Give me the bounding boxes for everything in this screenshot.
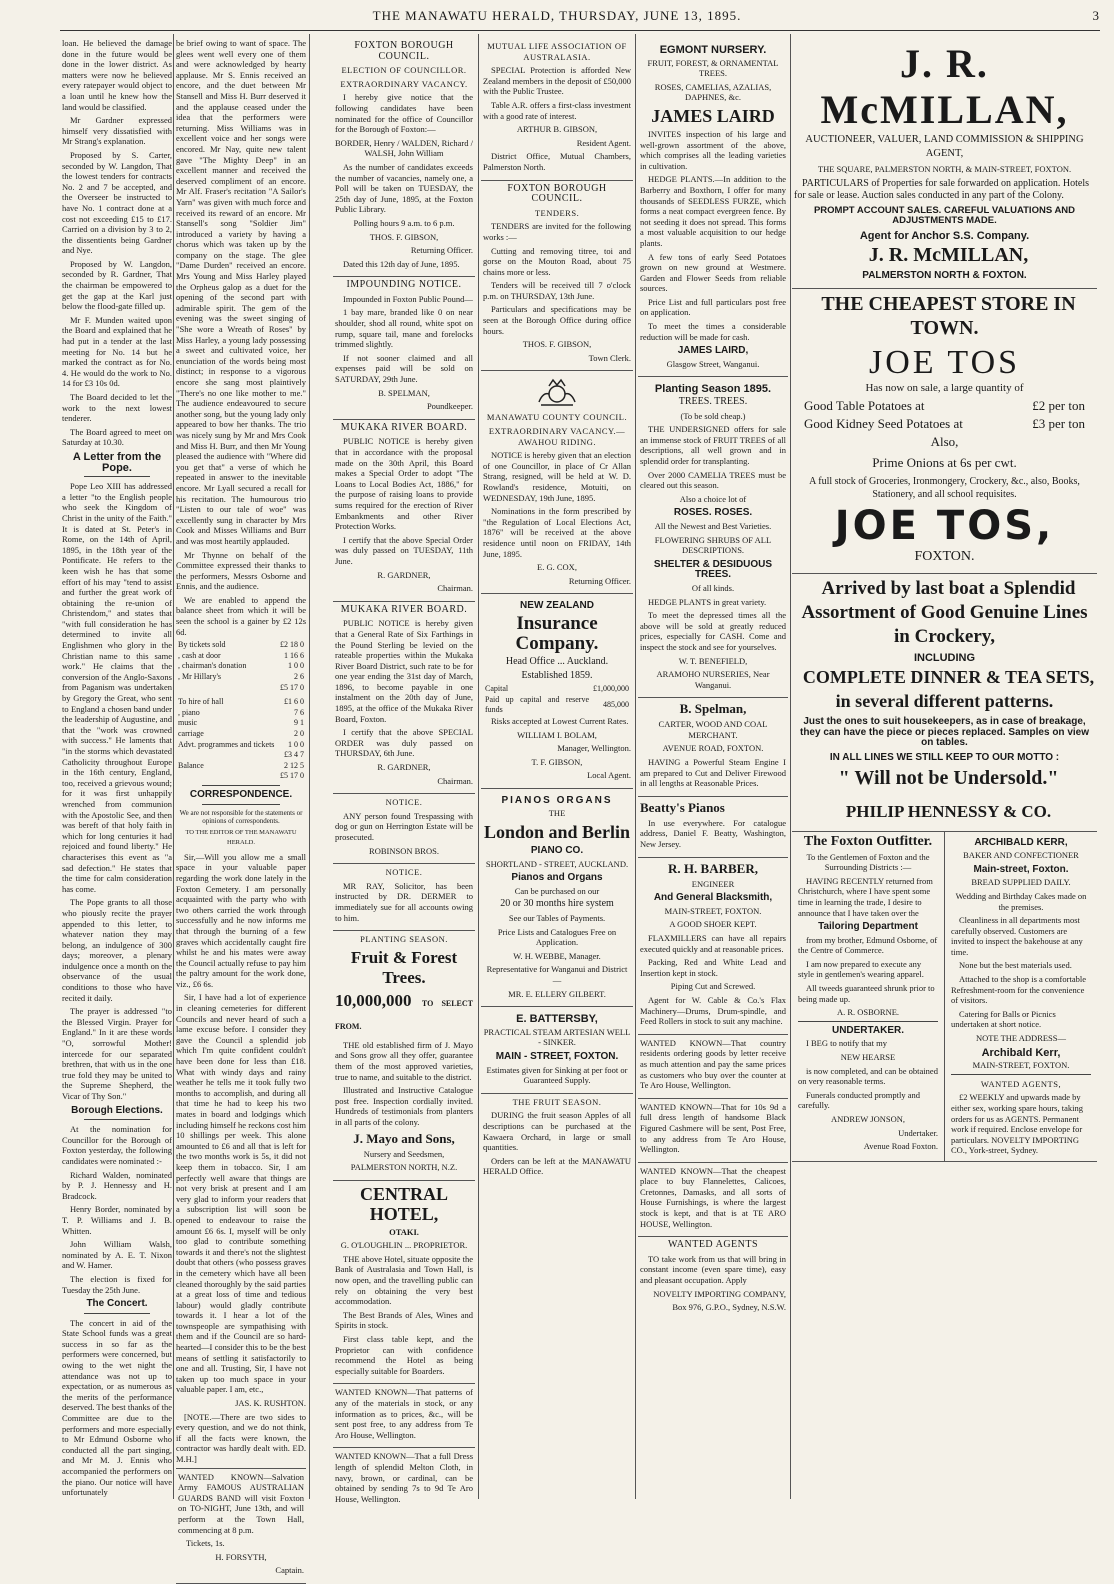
article-text: The prayer is addressed "to the Blessed Virgin. Prayer for England." In it are these words "O, sorrowful Mother! intercede for our separated brethren, that with us in the one true fold they may be united to the Supreme Shepherd, the Vicar of Thy Son."	[62, 1006, 172, 1101]
ad-beatty-pianos: Beatty's Pianos In use everywhere. For catalogue address, Daniel F. Beatty, Washington, New Jersey.	[638, 797, 788, 858]
ad-county-council: MANAWATU COUNTY COUNCIL. EXTRAORDINARY VACANCY.— AWAHOU RIDING. NOTICE is hereby given that an election of one Councillor, in place of Cr Allan Strang, resigned, will be held at W. D. Rowland's residence, Motuiti, on WEDNESDAY, 19th June, 1895. Nominations in the form prescribed by "the Regulation of Local Elections Act, 1876" will be received at the above residence until noon on FRIDAY, 14th June, 1895. E. G. COX, Returning Officer.	[481, 371, 633, 594]
column-rule	[635, 34, 636, 1499]
divider	[202, 785, 280, 786]
column-5	[638, 38, 788, 1498]
divider	[84, 1119, 150, 1120]
table-row: To hire of hall £1 6 0	[178, 697, 304, 707]
balance-sheet-receipts	[176, 640, 306, 693]
table-row: By tickets sold £2 18 0	[178, 640, 304, 650]
table-row: Balance 2 12 5	[178, 760, 304, 770]
column-3	[333, 38, 475, 1504]
column-rule	[790, 34, 791, 1499]
column-rule	[309, 34, 310, 1499]
article-text: At the nomination for Councillor for the Borough of Foxton yesterday, the following candidates were nominated :-	[62, 1124, 172, 1166]
table-row: £3 4 7	[284, 750, 304, 760]
masthead	[0, 4, 1114, 30]
table-row: music 9 1	[178, 718, 304, 728]
ad-hennessy-crockery: Arrived by last boat a Splendid Assortment of Good Genuine Lines in Crockery, INCLUDING COMPLETE DINNER & TEA SETS, in several different patterns. Just the ones to suit housekeepers, as in case of breakage, they can have the piece or pieces replaced. Samples on view on tables. IN ALL LINES WE STILL KEEP TO OUR MOTTO : " Will not be Undersold." PHILIP HENNESSY & CO.	[792, 574, 1097, 832]
ad-central-hotel: CENTRAL HOTEL, OTAKI. G. O'LOUGHLIN ... PROPRIETOR. THE above Hotel, situate opposite the Bank of Australasia and Town Hall, is now open, and the travelling public can rely on obtaining the very best accommodation. The Best Brands of Ales, Wines and Spirits in stock. First class table kept, and the Proprietor can with confidence recommend the Hotel as being especially suitable for Boarders.	[333, 1181, 475, 1385]
column-rule	[478, 34, 479, 1499]
article-text: The Pope grants to all those who piously recite the prayer appended to this letter, to whatever nation they may belong, an indulgence of 300 days; moreover, a plenary indulgence once a month on the observance of the usual conditions to those who have recited it daily.	[62, 897, 172, 1003]
divider	[798, 1021, 938, 1022]
article-text: loan. He believed the damage done in the future would be done in the lower district. As matters were now he believed every ratepayer would object to a loan until he knew how the land would be classified.	[62, 38, 172, 112]
ad-trespass-notice: NOTICE. ANY person found Trespassing with dog or gun on Herrington Estate will be prosecuted. ROBINSON BROS.	[333, 794, 475, 864]
article-text: Mr Thynne on behalf of the Committee expressed their thanks to the performers, Messrs Osborne and Ennis, and the audience.	[176, 549, 306, 592]
table-row: £5 17 0	[280, 682, 304, 692]
table-row: , chairman's donation 1 0 0	[178, 661, 304, 671]
article-text: Pope Leo XIII has addressed a letter "to the English people who seek the Kingdom of Christ in the unity of the Faith." It is dated at St. Peter's in Rome, on the 14th of April, 1895, in the 18th year of the Pontificate. He refers to the keen wish he has that some effort of his may "tend to assist and further the great work of obtaining the re-union of Christendom," and states that "with full consideration he has determined to invite all Englishmen who glory in the Christian name to this same work." He claims that the conversion of the Anglo-Saxons from Paganism was undertaken by Gregory the Great, who sent to England a chosen band under the leadership of Augustine, and that the "work was crowned with success." He laments that "in the storms which devastated Catholicity throughout Europe in the 16th century, England, too, received a grievous wound; for it was first unhappily wrenched from communion with the Apostolic See, and then was bereft of that holy faith in which for long centuries it had rejoiced and found liberty." He characterises this event as "a sad defection." He states that the time for calm consideration has come.	[62, 481, 173, 894]
divider	[951, 1074, 1091, 1075]
article-text: Mr F. Munden waited upon the Board and explained that he had put in a tender at the last meeting for No. 14 but he marked the contract as for No. 4. He would do the work to No. 14 for £3 10s 0d.	[62, 314, 172, 389]
price-row: Good Kidney Seed Potatoes at £3 per ton	[804, 415, 1085, 431]
ad-te-aro-country: WANTED KNOWN—That country residents ordering goods by letter receive as much attention and pay the same prices as customers who buy over the counter at Te Aro House, Wellington.	[638, 1035, 788, 1099]
column-6	[792, 38, 1097, 1498]
top-rule	[60, 30, 1100, 31]
table-row: Capital £1,000,000	[485, 684, 629, 694]
balance-sheet-expenses	[176, 697, 306, 782]
article-text: We are enabled to append the balance sheet from which it will be seen the school is a gainer by £2 12s 6d.	[176, 594, 306, 637]
ad-spelman: B. Spelman, CARTER, WOOD AND COAL MERCHANT. AVENUE ROAD, FOXTON. HAVING a Powerful Steam Engine I am prepared to Cut and Deliver Firewood in all lengths at Reasonable Prices.	[638, 698, 788, 797]
ad-mcmillan: J. R. McMILLAN, AUCTIONEER, VALUER, LAND COMMISSION & SHIPPING AGENT, THE SQUARE, PALMERSTON NORTH, & MAIN-STREET, FOXTON. PARTICULARS of Properties for sale forwarded on application. Hotels for sale or lease. Auction sales conducted in any part of the Colony. PROMPT ACCOUNT SALES. CAREFUL VALUATIONS AND ADJUSTMENTS MADE. Agent for Anchor S.S. Company. J. R. McMILLAN, PALMERSTON NORTH & FOXTON.	[792, 38, 1097, 289]
letter-signature: JAS. K. RUSHTON.	[235, 1398, 306, 1409]
ad-solicitor-notice: NOTICE. MR RAY, Solicitor, has been instructed by DR. DERMER to immediately sue for all accounts owing to him.	[333, 864, 475, 931]
headline-correspondence: CORRESPONDENCE.	[189, 788, 293, 800]
article-text: Mr Gardner expressed himself very dissatisfied with Mr Strang's explanation.	[62, 115, 172, 147]
ad-battersby: E. BATTERSBY, PRACTICAL STEAM ARTESIAN WELL - SINKER. MAIN - STREET, FOXTON. Estimates given for Sinking at per foot or Guaranteed Supply.	[481, 1007, 633, 1094]
column-rule	[173, 34, 174, 1499]
table-row: carriage 2 0	[178, 729, 304, 738]
to-editor: TO THE EDITOR OF THE MANAWATU HERALD.	[185, 828, 297, 847]
table-row: , Mr Hillary's 2 6	[178, 672, 304, 682]
article-text: Proposed by W. Langdon, seconded by R. Gardner, That the chairman be empowered to get the gap at the Karl just below the flood-gate filled up.	[62, 258, 172, 312]
table-row: £5 17 0	[280, 771, 304, 781]
masthead-title: THE MANAWATU HERALD, THURSDAY, JUNE 13, 1895.	[372, 8, 742, 23]
ad-borough-election: FOXTON BOROUGH COUNCIL. ELECTION OF COUNCILLOR. EXTRAORDINARY VACANCY. I hereby give notice that the following candidates have been nominated for the office of Councillor for the Borough of Foxton:— BORDER, Henry / WALDEN, Richard / WALSH, John William As the number of candidates exceeds the number of vacancies, namely one, a Poll will be taken on TUESDAY, the 25th day of June, 1895, at the Foxton Public Library. Polling hours 9 a.m. to 6 p.m. THOS. F. GIBSON, Returning Officer. Dated this 12th day of June, 1895.	[333, 38, 475, 277]
ad-te-aro-patterns: WANTED KNOWN—That patterns of any of the materials in stock, or any information as to prices, &c., will be sent post free, to any address from Te Aro House, Wellington.	[333, 1384, 475, 1448]
article-text: The concert in aid of the State School funds was a great success in so far as the performers were concerned, but owing to the wet night the attendance was not up to expectation, or as numerous as the merits of the performance deserved. The best thanks of the Committee are due to the performers and more especially to Mr Edmund Osborne who conducted all the part singing, and Mr M. J. Ennis who accompanied the performers on the piano. Our notice will have unfortunately	[62, 1317, 172, 1498]
headline-borough: Borough Elections.	[71, 1104, 163, 1116]
divider	[202, 804, 280, 805]
ad-fruit-season: THE FRUIT SEASON. DURING the fruit season Apples of all descriptions can be purchased at the Kawaera Orchard, in large or small quantities. Orders can be left at the MANAWATU HERALD Office.	[483, 1096, 631, 1177]
royal-crest-icon	[535, 378, 579, 408]
ad-wanted-agents: WANTED AGENTS TO take work from us that will bring in constant income (even spare time), easy and pleasant occupation. Apply NOVELTY IMPORTING COMPANY, Box 976, G.P.O., Sydney, N.S.W.	[640, 1239, 786, 1313]
ad-egmont-nursery: EGMONT NURSERY. FRUIT, FOREST, & ORNAMENTAL TREES. ROSES, CAMELIAS, AZALIAS, DAPHNES, &c. JAMES LAIRD INVITES inspection of his large and well-grown assortment of the above, which comprises all the leading varieties in cultivation. HEDGE PLANTS.—In addition to the Barberry and Boxthorn, I offer for many thousands of SEEDLESS FURZE, which forms a neat compact evergreen fence. By not seeding it does not spread. This forms a most valuable acquisition to our hedge plants. A few tons of early Seed Potatoes grown on new ground at Westmere. Garden and Flower Seeds from reliable sources. Price List and full particulars post free on application. To meet the times a considerable reduction will be made for cash. JAMES LAIRD, Glasgow Street, Wanganui.	[638, 38, 788, 377]
divider	[84, 1313, 150, 1314]
column-2	[176, 38, 306, 1576]
ad-te-aro-cashmere: WANTED KNOWN—That for 10s 9d a full dress length of handsome Black Figured Cashmere will be sent, Post Free, to any address from Te Aro House, Wellington.	[638, 1099, 788, 1163]
price-row: Good Table Potatoes at £2 per ton	[804, 397, 1085, 413]
article-text: Richard Walden, nominated by P. J. Hennessy and H. Bradcock.	[62, 1169, 172, 1201]
headline-pope: A Letter from the Pope.	[72, 450, 162, 474]
page-number: 3	[1092, 8, 1100, 23]
editor-reply: [NOTE.—There are two sides to every question, and we do not think, if all the facts were known, the contractor was hardly dealt with. ED. M.H.]	[176, 1411, 306, 1464]
ad-outfitter: The Foxton Outfitter. To the Gentlemen of Foxton and the Surrounding Districts :— HAVING RECENTLY returned from Christchurch, where I have spent some time in learning the trade, I desire to announce that I have taken over the Tailoring Department from my brother, Edmund Osborne, of the Centre of Commerce. I am now prepared to execute any style in gentlemen's wearing apparel. All tweeds guaranteed shrunk prior to being made up. A. R. OSBORNE. UNDERTAKER. I BEG to notify that my NEW HEARSE is now completed, and can be obtained on very reasonable terms. Funerals conducted promptly and carefully. ANDREW JONSON, Undertaker. Avenue Road Foxton.	[798, 833, 938, 1152]
column-4	[481, 38, 633, 1498]
bottom-ads	[792, 832, 1097, 1162]
ad-mayo-trees: PLANTING SEASON. Fruit & Forest Trees. 10,000,000 TO SELECT FROM. THE old established firm of J. Mayo and Sons grow all they offer, guarantee them of the most approved varieties, true to name, and suitable to the district. Illustrated and Instructive Catalogue post free. Inspection cordially invited. Hundreds of testimonials from planters in all parts of the colony. J. Mayo and Sons, Nursery and Seedsmen, PALMERSTON NORTH, N.Z.	[333, 931, 475, 1181]
ad-nz-insurance: NEW ZEALAND Insurance Company. Head Office ... Auckland. Established 1859. Capital £1,000,000 Paid up capital and reserve funds 485,000 Risks accepted at Lowest Current Rates. WILLIAM I. BOLAM, Manager, Wellington. T. F. GIBSON, Local Agent.	[481, 594, 633, 789]
letter-text: Sir, I have had a lot of experience in cleaning cemeteries for different Councils and never heard of such a lame excuse before. I consider they gave the Council a splendid job which I'm quite confident couldn't have been done for less than £18. What with windy days and rainy weather he tells me it took fully two months to accomplish, and during all that time he had to keep his two mates in board and lodgings which including himself he reckons cost him 10 shillings per week. This alone amounted to £6 and all that is left for the two months work is 5s, it did not keep them in tobacco. Sir, I am perfectly well aware that things are not very brisk at present and I am very glad to inform your readers that a subscription list will soon be opened to endeavour to raise the amount £6 6s. I, myself will be only too glad to contribute something towards it and there's not the slightest doubt that others (who possess graves in the cemetery which have all been cleaned thoroughly by the said parties at a great loss of time and tedious labour) would gladly contribute towards it. I hear a lot of the townspeople are sympathising with them and if the Council are so hard-hearted—I consider this to be the best means of settling it satisfactorily to one and all. Trusting, Sir, I have not taken up too much space in your valuable paper. I am, etc.,	[176, 992, 306, 1395]
ad-salvation-army: WANTED KNOWN—Salvation Army FAMOUS AUSTRALIAN GUARDS BAND will visit Foxton on TO-NIGHT, June 13th, and will perform at the Town Hall, commencing at 8 p.m. Tickets, 1s. H. FORSYTH, Captain.	[176, 1468, 306, 1584]
ad-te-aro-melton: WANTED KNOWN—That a full Dress length of splendid Melton Cloth, in navy, brown, or cardinal, can be obtained by sending 7s to 9d Te Aro House, Wellington.	[335, 1451, 473, 1504]
table-row: , piano 7 6	[178, 707, 304, 717]
article-text: Henry Border, nominated by T. P. Williams and J. B. Whitten.	[62, 1204, 172, 1236]
ad-borough-tenders: FOXTON BOROUGH COUNCIL. TENDERS. TENDERS are invited for the following works :— Cutting and removing titree, toi and gorse on the Mouton Road, about 75 chains more or less. Tenders will be received till 7 o'clock p.m. on THURSDAY, 13th June. Particulars and specifications may be seen at the Borough Office during office hours. THOS. F. GIBSON, Town Clerk.	[481, 181, 633, 372]
editor-note: We are not responsible for the statements or opinions of correspondents.	[179, 808, 303, 825]
article-text: The Board agreed to meet on Saturday at 10.30.	[62, 426, 172, 448]
article-text: The election is fixed for Tuesday the 25th June.	[62, 1273, 172, 1295]
ad-archibald-kerr: ARCHIBALD KERR, BAKER AND CONFECTIONER Main-street, Foxton. BREAD SUPPLIED DAILY. Wedding and Birthday Cakes made on the premises. Cleanliness in all departments most carefully observed. Customers are invited to inspect the bakehouse at any time. None but the best materials used. Attached to the shop is a comfortable Refreshment-room for the convenience of visitors. Catering for Balls or Picnics undertaken at short notice. NOTE THE ADDRESS— Archibald Kerr, MAIN-STREET, FOXTON. WANTED AGENTS, £2 WEEKLY and upwards made by either sex, working spare hours, taking orders for us as AGENTS. Permanent work if required. Enclose envelope for particulars. NOVELTY IMPORTING CO., York-street, Sydney.	[944, 832, 1097, 1161]
ad-te-aro-flannelettes: WANTED KNOWN—That the cheapest place to buy Flannelettes, Calicoes, Cretonnes, Damasks, and all sorts of House Furnishings, is where the largest stock is kept, and that is at TE ARO HOUSE, Wellington.	[638, 1163, 788, 1238]
table-row: Paid up capital and reserve funds 485,000	[485, 694, 629, 715]
divider	[84, 476, 150, 477]
article-text: Proposed by S. Carter, seconded by W. Langdon, That the lowest tenders for contracts No. 2 and 7 be accepted, and the Overseer be instructed to have No. 1 contract done at a cost not exceeding £15 to £17. Carried on a division by 3 to 2, the dissentients being Gardner and Nye.	[62, 149, 172, 256]
article-text: John William Walsh, nominated by A. E. T. Nixon and W. Hamer.	[62, 1239, 172, 1271]
article-text: The Board decided to let the work to the next lowest tenderer.	[62, 392, 172, 424]
ad-planting-season: Planting Season 1895. TREES. TREES. (To be sold cheap.) THE UNDERSIGNED offers for sale an immense stock of FRUIT TREES of all descriptions, all well grown and in splendid order for transplanting. Over 2000 CAMELIA TREES must be cleared out this season. Also a choice lot of ROSES. ROSES. All the Newest and Best Varieties. FLOWERING SHRUBS OF ALL DESCRIPTIONS. SHELTER & DESIDUOUS TREES. Of all kinds. HEDGE PLANTS in great variety. To meet the depressed times all the above will be sold at greatly reduced prices, especially for CASH. Come and inspect the stock and see for yourselves. W. T. BENEFIELD, ARAMOHO NURSERIES, Near Wanganui.	[638, 377, 788, 698]
ad-river-board-2: MUKAKA RIVER BOARD. PUBLIC NOTICE is hereby given that a General Rate of Six Farthings in the Pound Sterling be levied on the rateable properties within the Mukaka River Board District, such rate to be for one year ending the 31st day of March, 1896, to become payable in one instalment on the 20th day of June, 1895, at the office of the Mukaka River Board, Foxton. I certify that the above SPECIAL ORDER was duly passed on THURSDAY, 6th June. R. GARDNER, Chairman.	[333, 602, 475, 795]
table-row: Advt. programmes and tickets 1 0 0	[178, 739, 304, 749]
article-text: be brief owing to want of space. The glees went well every one of them and were acknowledged by hearty applause. Mr S. Ennis received an encore, and the duet between Mr Stansell and Miss H. Burr deserved it and the applause ceased under the idea that the performers were returning. Miss Williams was in excellent voice and her songs were encored. Mr Nay, quite new talent gave "The Mighty Deep" in an excellent manner and received the deserved compliment of an encore. Mr Alf. Fraser's recitation "A Sailor's Yarn" was given with much force and received its reward of an encore. Mr Stansell's song "Soldier Jim" introduced a variety by having a chorus which was taken up by the company on the stage. The glee "Dame Durden" received an encore. Mrs Young and Miss Harley played the Orpheus galop as a duet for the opening of the second part with admirable spirit. The gem of the evening was the sweet singing of "She wore a Wreath of Roses" by Miss Harley, a young lady possessing a sweet and cultivated voice, her enunciation of the words being most distinct; in response to a vigorous encore she sang most plaintively "There's no one like mother to me." The audience endeavoured to secure another song, but the young lady only appeared to bow her thanks. The trio was nicely sung by Mr and Mrs Cook and Miss H. Burr, and then Mr Young pleased the audience with "Where did you get that" a verse of which he repeated in answer to the inevitable encore. Mr Lyall secured a recall for his recitation. The humourous trio "Listen to our tale of woe" was excellently sung in character by Mrs Cook and Misses Williams and Burr and was most heartily applauded.	[176, 38, 306, 546]
ad-river-board-1: MUKAKA RIVER BOARD. PUBLIC NOTICE is hereby given that in accordance with the proposal made on the 30th April, this Board makes a Special Order to adopt "The Loans to Local Bodies Act, 1886," for the purpose of raising loans to provide sums required for the erection of River Embankments and other River Protection Works. I certify that the above Special Order was duly passed on TUESDAY, 11th June. R. GARDNER, Chairman.	[333, 420, 475, 602]
column-1	[62, 38, 172, 1498]
ad-joe-tos: THE CHEAPEST STORE IN TOWN. JOE TOS Has now on sale, a large quantity of Good Table Potatoes at £2 per ton Good Kidney Seed Potatoes at £3 per ton Also, Prime Onions at 6s per cwt. A full stock of Groceries, Ironmongery, Crockery, &c., also, Books, Stationery, and all school requisites. JOE TOS, FOXTON.	[792, 289, 1097, 574]
table-row: , cash at door 1 16 6	[178, 650, 304, 660]
ad-mutual-life: MUTUAL LIFE ASSOCIATION OF AUSTRALASIA. SPECIAL Protection is afforded New Zealand members in the deposit of £50,000 with the Public Trustee. Table A.R. offers a first-class investment with a good rate of interest. ARTHUR B. GIBSON, Resident Agent. District Office, Mutual Chambers, Palmerston North.	[481, 38, 633, 181]
letter-text: Sir,—Will you allow me a small space in your valuable paper regarding the work done lately in the Foxton Cemetery. I am personally acquainted with the party who with two others carried the work through successfully and he now informs me that through the burning of a few graves which accidentally caught fire whilst he and his mates were away the Council actually refuse to pay him the paltry amount for the work done, viz., £6 6s.	[176, 851, 306, 989]
capital-table	[483, 684, 631, 716]
ad-pianos-organs: PIANOS ORGANS THE London and Berlin PIANO CO. SHORTLAND - STREET, AUCKLAND. Pianos and Organs Can be purchased on our 20 or 30 months hire system See our Tables of Payments. Price Lists and Catalogues Free on Application. W. H. WEBBE, Manager. Representative for Wanganui and District— MR. E. ELLERY GILBERT.	[481, 789, 633, 1007]
ad-impounding: IMPOUNDING NOTICE. Impounded in Foxton Public Pound— 1 bay mare, branded like 0 on near shoulder, shod all round, white spot on rump, square tail, mane and forelocks trimmed slightly. If not sooner claimed and all expenses paid will be sold on SATURDAY, 29th June. B. SPELMAN, Poundkeeper.	[333, 277, 475, 420]
headline-concert: The Concert.	[86, 1298, 148, 1310]
ad-barber-engineer: R. H. BARBER, ENGINEER And General Blacksmith, MAIN-STREET, FOXTON. A GOOD SHOER KEPT. FLAXMILLERS can have all repairs executed quickly and at reasonable prices. Packing, Red and White Lead and Insertion kept in stock. Piping Cut and Screwed. Agent for W. Cable & Co.'s Flax Machinery—Drums, Drum-spindle, and Feed Rollers in stock to suit any machine.	[638, 858, 788, 1035]
